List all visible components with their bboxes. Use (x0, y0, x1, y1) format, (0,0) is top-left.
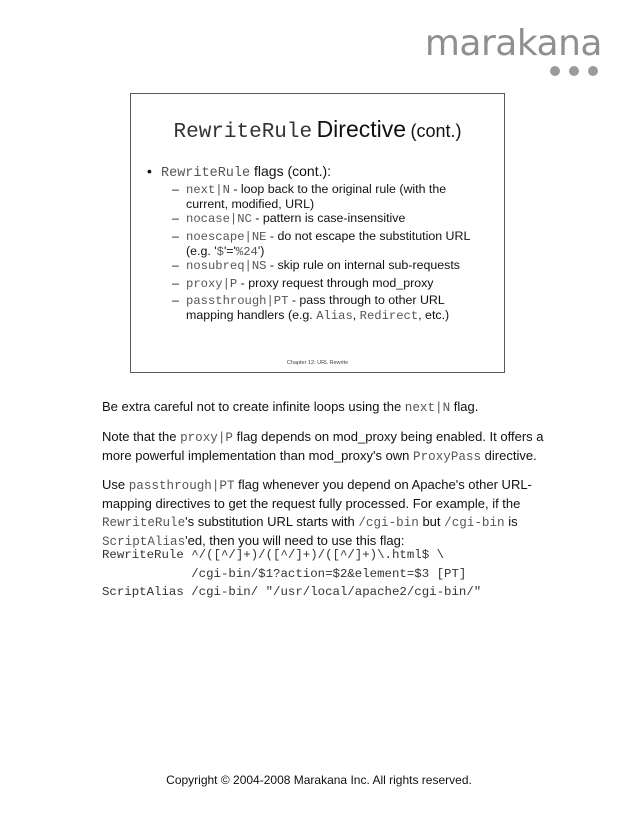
paragraph-infinite-loops: Be extra careful not to create infinite loops using the next|N flag. (102, 399, 479, 415)
paragraph-proxy: Note that the proxy|P flag depends on mod_proxy being enabled. It offers a more powerful implementation than mod_proxy's own ProxyPass directive. (102, 429, 544, 464)
slide-frame: RewriteRule Directive (cont.) • RewriteRule flags (cont.): – next|N - loop back to the original rule (with the current, modified, URL) – nocase|NC - pattern is case-insensitive – noescape|NE - do not escape the substitution URL (e.g. '$'='%24') – nosubreq|NS - skip rule on internal sub-requests – proxy|P - proxy request through mod_proxy – passthrough|PT - pass through to other URL mapping handlers (e.g. Alias, Redirect, etc.) Chapter 12: URL Rewrite (130, 93, 505, 373)
copyright-footer: Copyright © 2004-2008 Marakana Inc. All rights reserved. (166, 773, 472, 787)
marakana-logo (424, 23, 602, 64)
slide-title (131, 116, 504, 144)
code-line-3: ScriptAlias /cgi-bin/ "/usr/local/apache2/cgi-bin/" (102, 585, 482, 599)
bullet-dot: • (147, 163, 152, 179)
logo-text: marakana (424, 23, 602, 64)
code-line-1: RewriteRule ^/([^/]+)/([^/]+)/([^/]+)\.html$ \ (102, 548, 445, 562)
logo-dots (550, 66, 598, 76)
slide-title-cont: (cont.) (410, 121, 462, 141)
code-block (102, 546, 481, 602)
slide-bullet: • RewriteRule flags (cont.): (147, 163, 332, 181)
slide-footer: Chapter 12: URL Rewrite (286, 360, 349, 366)
slide-title-main: Directive (316, 116, 407, 142)
code-line-2: /cgi-bin/$1?action=$2&element=$3 [PT] (102, 566, 467, 581)
slide-title-mono: RewriteRule (173, 121, 313, 144)
paragraph-passthrough: Use passthrough|PT flag whenever you depend on Apache's other URL- mapping directives to get the request fully processed. For example, if the RewriteRule's substitution URL starts with /cgi-bin but /cgi-bin is ScriptAlias'ed, then you will need to use this flag: (102, 477, 532, 549)
